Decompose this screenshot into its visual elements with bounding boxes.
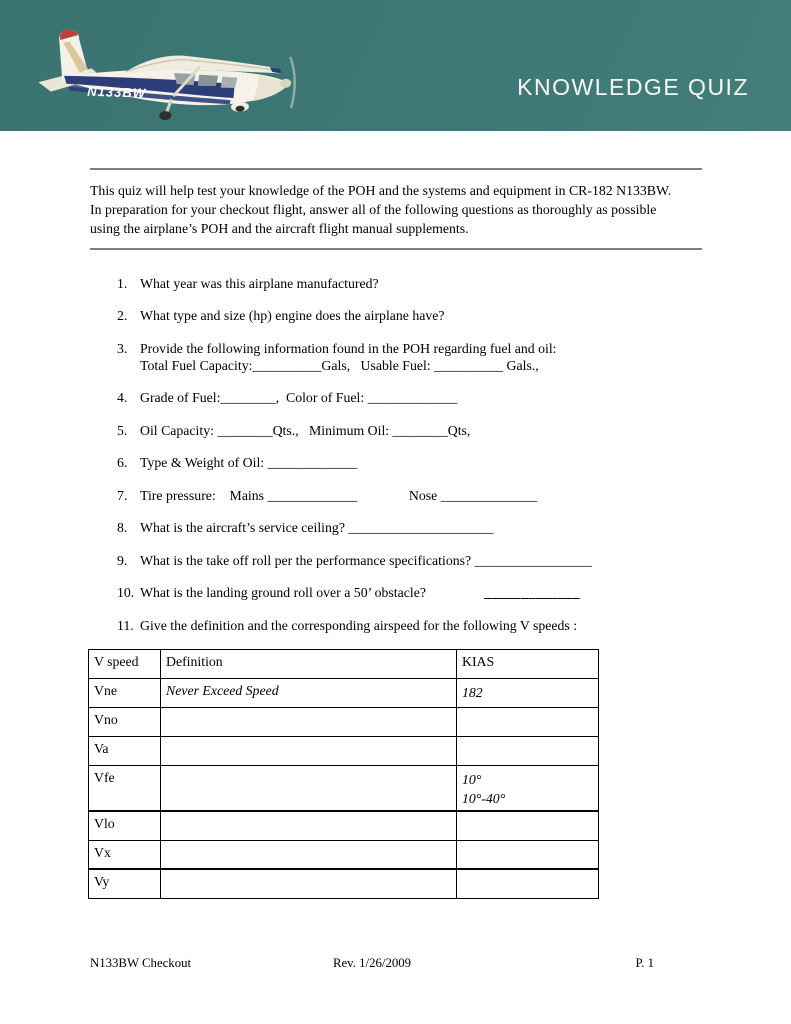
definition-cell [161, 869, 457, 898]
definition-cell: Never Exceed Speed [161, 679, 457, 708]
question-item [90, 422, 702, 439]
page-title: KNOWLEDGE QUIZ [517, 74, 749, 100]
intro-line: using the airplane’s POH and the aircraft flight manual supplements. [90, 221, 469, 237]
vspeed-cell: Vy [89, 869, 161, 898]
question-body [140, 422, 702, 439]
question-list [90, 275, 702, 634]
vspeed-cell: Vfe [89, 766, 161, 812]
question-number: 8. [117, 520, 128, 536]
question-body [140, 307, 702, 324]
question-item [90, 584, 702, 601]
vspeed-cell: Vx [89, 840, 161, 869]
intro-line: In preparation for your checkout flight, answer all of the following questions as thoroughly as possible [90, 202, 657, 218]
vspeed-row [89, 679, 599, 708]
divider-top [90, 168, 702, 170]
vspeed-row [89, 840, 599, 869]
kias-value: 10°-40° [462, 791, 506, 807]
answer-blank-bold: _____________ [483, 585, 581, 601]
column-header-vspeed: V speed [89, 650, 161, 679]
vspeed-table-header-row [89, 650, 599, 679]
column-header-definition: Definition [161, 650, 457, 679]
kias-cell [457, 766, 599, 812]
vspeed-row [89, 766, 599, 812]
question-item [90, 487, 702, 504]
question-line: Give the definition and the corresponding airspeed for the following V speeds : [140, 617, 578, 633]
cessna-airplane-illustration [22, 12, 300, 124]
question-item [90, 275, 702, 292]
kias-cell [457, 708, 599, 737]
footer-page-number: P. 1 [635, 956, 654, 970]
question-item [90, 340, 702, 374]
question-line: What type and size (hp) engine does the airplane have? [140, 308, 445, 324]
kias-cell [457, 869, 599, 898]
kias-cell [457, 679, 599, 708]
footer-document-title: N133BW Checkout [90, 956, 192, 970]
question-body [140, 552, 702, 569]
question-line: Tire pressure: Mains _____________ Nose ______________ [140, 487, 538, 503]
kias-value: 182 [462, 685, 483, 701]
definition-cell [161, 766, 457, 812]
question-number: 3. [117, 340, 128, 356]
airplane-photo [22, 12, 300, 124]
question-line: What year was this airplane manufactured? [140, 275, 379, 291]
question-number: 6. [117, 455, 128, 471]
vspeed-row [89, 869, 599, 898]
question-body [140, 617, 702, 634]
question-body [140, 340, 702, 374]
intro-paragraph [90, 181, 702, 239]
question-body [140, 584, 702, 601]
question-item [90, 617, 702, 634]
definition-cell [161, 708, 457, 737]
question-line: What is the aircraft’s service ceiling? _____________________ [140, 520, 494, 536]
vspeed-cell: Vne [89, 679, 161, 708]
question-number: 2. [117, 308, 128, 324]
vspeed-row [89, 708, 599, 737]
question-number: 5. [117, 422, 128, 438]
question-line: Provide the following information found in the POH regarding fuel and oil: [140, 340, 557, 356]
footer-revision-date: Rev. 1/26/2009 [332, 956, 412, 970]
question-number: 11. [117, 617, 134, 633]
question-line: Grade of Fuel:________, Color of Fuel: _____________ [140, 390, 458, 406]
kias-cell [457, 737, 599, 766]
definition-cell [161, 737, 457, 766]
page-footer [90, 956, 702, 971]
svg-text:N133BW: N133BW [87, 83, 147, 101]
question-number: 4. [117, 390, 128, 406]
question-item [90, 389, 702, 406]
question-item [90, 307, 702, 324]
vspeed-table-body [89, 679, 599, 899]
question-item [90, 519, 702, 536]
question-body [140, 519, 702, 536]
question-body [140, 275, 702, 292]
question-body [140, 389, 702, 406]
document-body [90, 131, 702, 899]
definition-cell [161, 811, 457, 840]
vspeed-cell: Va [89, 737, 161, 766]
divider-bottom [90, 248, 702, 250]
intro-line: This quiz will help test your knowledge of the POH and the systems and equipment in CR-182 N133BW. [90, 183, 672, 198]
kias-cell [457, 840, 599, 869]
question-body [140, 454, 702, 471]
question-number: 7. [117, 487, 128, 503]
vspeed-row [89, 737, 599, 766]
vspeed-cell: Vlo [89, 811, 161, 840]
question-line: Type & Weight of Oil: _____________ [140, 455, 358, 471]
question-number: 1. [117, 275, 128, 291]
question-body [140, 487, 702, 504]
question-number: 10. [117, 585, 135, 601]
vspeed-cell: Vno [89, 708, 161, 737]
definition-cell [161, 840, 457, 869]
column-header-kias: KIAS [457, 650, 599, 679]
kias-value: 10° [462, 772, 482, 788]
question-line: What is the take off roll per the performance specifications? _________________ [140, 552, 592, 568]
header-banner [0, 0, 791, 131]
question-item [90, 454, 702, 471]
kias-cell [457, 811, 599, 840]
question-line: What is the landing ground roll over a 50’ obstacle? _____________ [140, 585, 581, 601]
vspeed-table [88, 649, 599, 899]
question-item [90, 552, 702, 569]
question-number: 9. [117, 552, 128, 568]
question-line: Total Fuel Capacity:__________Gals, Usable Fuel: __________ Gals., [140, 357, 539, 373]
vspeed-row [89, 811, 599, 840]
question-line: Oil Capacity: ________Qts., Minimum Oil: ________Qts, [140, 422, 471, 438]
